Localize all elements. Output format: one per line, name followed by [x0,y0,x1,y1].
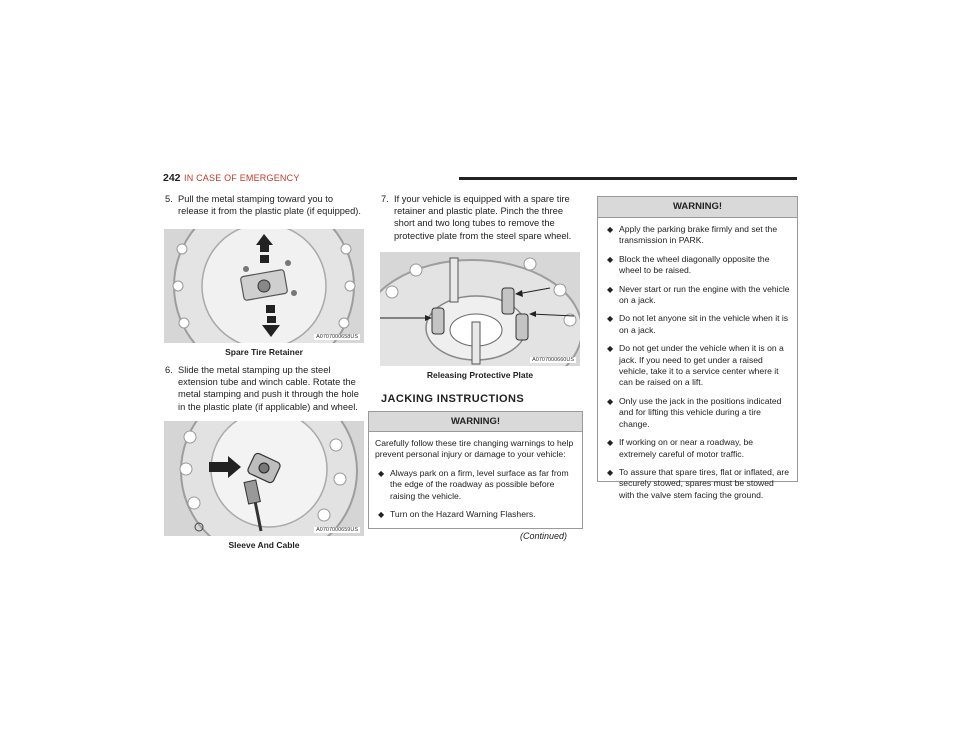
bullet-icon: ◆ [607,284,614,294]
warning-item [375,509,576,520]
continued-note: (Continued) [520,531,568,541]
spare-tire-retainer-figure [164,229,364,343]
step-number: 5. [165,194,173,204]
bullet-icon: ◆ [607,438,614,448]
step-number: 6. [165,365,173,375]
section-title: IN CASE OF EMERGENCY [184,173,300,183]
sleeve-and-cable-illustration [164,421,364,536]
warning-item [604,224,791,247]
warning-title: WARNING! [598,197,797,218]
warning-item [604,396,791,430]
step-7 [381,193,581,242]
step-6 [165,364,367,413]
bullet-icon: ◆ [378,468,385,478]
warning-item-text: Turn on the Hazard Warning Flashers. [390,509,536,520]
bullet-icon: ◆ [607,344,614,354]
figure-caption: Sleeve And Cable [228,540,300,550]
warning-item [375,468,576,502]
spare-tire-retainer-illustration [164,229,364,343]
bullet-icon: ◆ [607,225,614,234]
warning-intro: Carefully follow these tire changing warnings to help prevent personal injury or damage to your vehicle: [375,438,574,460]
header-rule [459,177,797,180]
bullet-icon: ◆ [607,467,614,477]
warning-item-text: Never start or run the engine with the vehicle on a jack. [619,283,790,306]
step-text: Pull the metal stamping toward you to release it from the plastic plate (if equipped). [178,194,361,217]
warning-item-text: Only use the jack in the positions indicated and for lifting this vehicle during a tire change. [619,395,782,429]
warning-item [604,313,791,336]
warning-item [604,467,791,501]
step-text: Slide the metal stamping up the steel extension tube and winch cable. Rotate the metal stamping and push it through the hole in the plastic plate (if applicable) and wheel. [178,365,359,412]
step-text: If your vehicle is equipped with a spare tire retainer and plastic plate. Pinch the three short and two long tubes to remove the protective plate from the steel spare wheel. [394,194,572,241]
figure-code: A0707000659US [316,527,358,533]
warning-box-jacking [368,411,583,529]
figure-caption: Spare Tire Retainer [225,347,303,357]
bullet-icon: ◆ [607,396,614,406]
warning-title: WARNING! [369,412,582,432]
page-header [163,172,797,186]
warning-item-text: Do not get under the vehicle when it is on a jack. If you need to get under a raised vehicle, take it to a service center where it can be raised on a lift. [619,343,784,388]
warning-item-text: Always park on a firm, level surface as far from the edge of the roadway as possible before raising the vehicle. [390,467,569,501]
figure-code: A0707000658US [316,334,358,340]
releasing-protective-plate-figure [380,252,580,366]
warning-item [604,284,791,307]
warning-item-text: Apply the parking brake firmly and set the transmission in PARK. [619,224,778,246]
figure-caption: Releasing Protective Plate [426,370,534,380]
step-5 [165,193,365,217]
bullet-icon: ◆ [607,314,614,324]
page-number: 242 [163,172,181,184]
warning-item [604,437,791,460]
warning-item-text: To assure that spare tires, flat or inflated, are securely stowed, spares must be stowed with the valve stem facing the ground. [619,466,790,500]
step-number: 7. [381,194,389,204]
releasing-protective-plate-illustration [380,252,580,366]
section-heading: JACKING INSTRUCTIONS [381,393,525,405]
warning-list [375,468,576,521]
warning-box-safety [597,196,798,500]
warning-item [604,254,791,277]
warning-item-text: Do not let anyone sit in the vehicle when it is on a jack. [619,313,789,335]
figure-code: A0707000660US [532,357,574,363]
sleeve-and-cable-figure [164,421,364,536]
bullet-icon: ◆ [378,510,385,520]
warning-item-text: Block the wheel diagonally opposite the wheel to be raised. [619,253,770,276]
warning-list [604,224,791,501]
warning-item-text: If working on or near a roadway, be extremely careful of motor traffic. [619,437,754,459]
warning-item [604,343,791,389]
bullet-icon: ◆ [607,254,614,264]
